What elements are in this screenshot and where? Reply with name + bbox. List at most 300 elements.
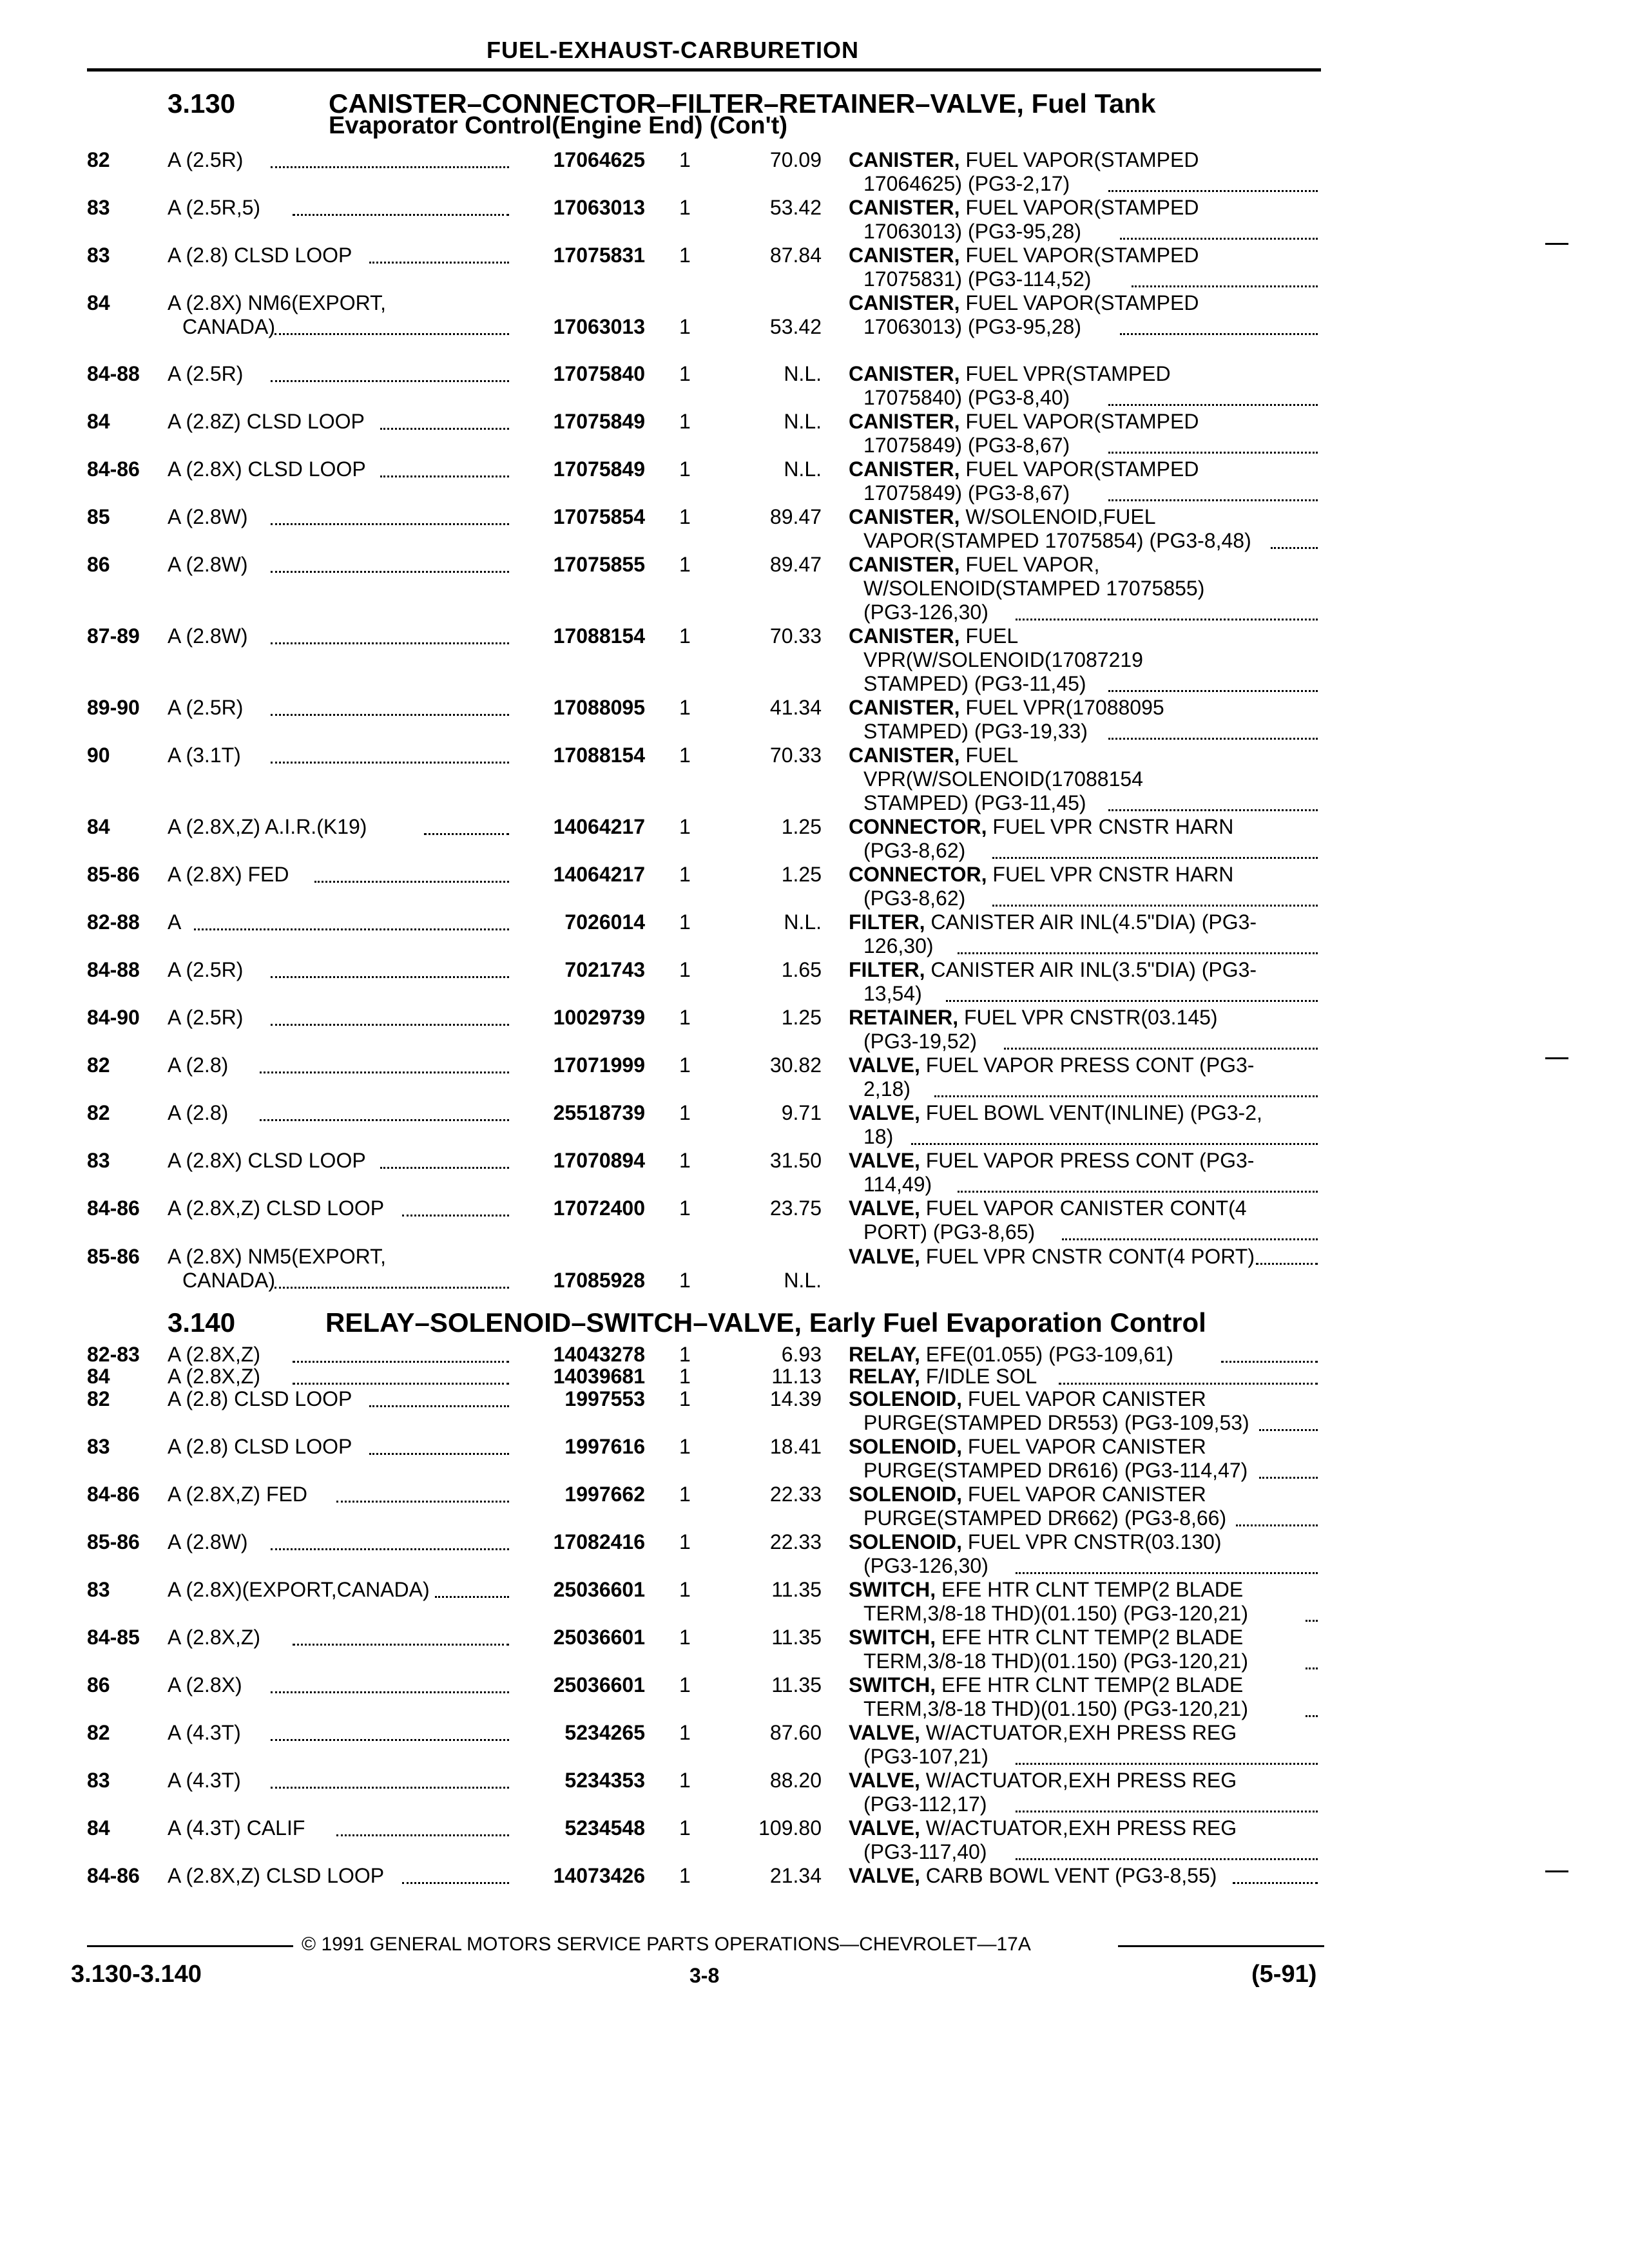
description [849, 1865, 1217, 1886]
leader-dots [314, 881, 509, 884]
leader-dots [369, 262, 509, 265]
application: A (2.8X,Z) A.I.R.(K19) [168, 815, 367, 838]
section-subtitle: Evaporator Control(Engine End) (Con't) [329, 112, 787, 139]
model-year: 84 [87, 1365, 110, 1388]
description-cont: PURGE(STAMPED DR553) (PG3-109,53) [863, 1411, 1249, 1434]
part-detail: CANISTER AIR INL(4.5"DIA) (PG3- [925, 910, 1257, 934]
model-year: 89-90 [87, 696, 140, 719]
part-name: RETAINER, [849, 1006, 959, 1029]
part-name: CANISTER, [849, 291, 960, 314]
application: A (2.8X,Z) FED [168, 1483, 307, 1506]
price: N.L. [784, 1269, 822, 1292]
description [849, 816, 1233, 837]
part-name: CANISTER, [849, 553, 960, 576]
part-detail: FUEL VAPOR(STAMPED [959, 291, 1199, 314]
part-name: VALVE, [849, 1769, 920, 1792]
description [849, 1389, 1206, 1409]
part-name: CANISTER, [849, 624, 960, 648]
application: A (2.8) CLSD LOOP [168, 244, 352, 267]
price: 1.25 [781, 863, 822, 886]
price: 109.80 [758, 1816, 822, 1840]
quantity: 1 [679, 244, 691, 267]
part-number: 17085928 [553, 1269, 645, 1292]
application: A (2.5R,5) [168, 196, 261, 219]
part-number: 25036601 [553, 1578, 645, 1601]
leader-dots [271, 1691, 509, 1695]
part-detail: FUEL [959, 624, 1019, 648]
description-cont: 17063013) (PG3-95,28) [863, 220, 1081, 243]
description [849, 1627, 1243, 1648]
part-number: 25518739 [553, 1101, 645, 1124]
part-name: VALVE, [849, 1053, 920, 1077]
description-cont: VPR(W/SOLENOID(17088154 [863, 767, 1143, 791]
part-number: 25036601 [553, 1673, 645, 1696]
quantity: 1 [679, 744, 691, 767]
application: A (3.1T) [168, 744, 241, 767]
leader-dots [435, 1596, 509, 1599]
quantity: 1 [679, 1196, 691, 1220]
description-cont: TERM,3/8-18 THD)(01.150) (PG3-120,21) [863, 1649, 1248, 1673]
leader-dots [336, 1834, 509, 1838]
model-year: 83 [87, 1769, 110, 1792]
leader-dots [336, 1501, 509, 1504]
footer-section-range: 3.130-3.140 [71, 1961, 202, 1988]
leader-dots [934, 1095, 1318, 1099]
leader-dots [1016, 619, 1318, 622]
part-number: 10029739 [553, 1006, 645, 1029]
part-detail: CANISTER AIR INL(3.5"DIA) (PG3- [925, 958, 1257, 981]
leader-dots [271, 642, 509, 646]
part-detail: F/IDLE SOL [920, 1365, 1037, 1388]
price: 23.75 [769, 1196, 822, 1220]
quantity: 1 [679, 1530, 691, 1553]
section-number: 3.130 [168, 88, 236, 119]
application: A (2.8X,Z) CLSD LOOP [168, 1196, 385, 1220]
description [849, 1532, 1222, 1552]
leader-dots [271, 166, 509, 169]
part-detail: FUEL VAPOR PRESS CONT (PG3- [920, 1053, 1255, 1077]
leader-dots [369, 1453, 509, 1456]
part-name: RELAY, [849, 1365, 920, 1388]
page-header-title: FUEL-EXHAUST-CARBURETION [487, 37, 859, 63]
quantity: 1 [679, 1483, 691, 1506]
description [849, 197, 1199, 218]
description [849, 1436, 1206, 1457]
leader-dots [380, 1167, 509, 1170]
model-year: 82 [87, 1387, 110, 1410]
application: A (2.8) CLSD LOOP [168, 1435, 352, 1458]
quantity: 1 [679, 624, 691, 648]
model-year: 83 [87, 1149, 110, 1172]
description [849, 1246, 1255, 1267]
part-name: VALVE, [849, 1101, 920, 1124]
part-number: 5234265 [564, 1721, 645, 1744]
leader-dots [275, 1287, 509, 1290]
section-title: CANISTER–CONNECTOR–FILTER–RETAINER–VALVE, Fuel Tank [329, 88, 1156, 119]
model-year: 84 [87, 815, 110, 838]
application: A (2.8W) [168, 624, 248, 648]
part-number: 14073426 [553, 1864, 645, 1887]
leader-dots [1256, 1263, 1318, 1266]
leader-dots [1108, 809, 1318, 812]
application: A (2.8W) [168, 1530, 248, 1553]
leader-dots [380, 476, 509, 479]
quantity: 1 [679, 505, 691, 528]
part-number: 17063013 [553, 315, 645, 338]
part-name: SOLENOID, [849, 1483, 963, 1506]
quantity: 1 [679, 1816, 691, 1840]
description-cont: 17075849) (PG3-8,67) [863, 434, 1070, 457]
part-number: 1997616 [564, 1435, 645, 1458]
part-number: 17071999 [553, 1053, 645, 1077]
leader-dots [1108, 499, 1318, 503]
description-cont: 17063013) (PG3-95,28) [863, 315, 1081, 338]
part-number: 17075849 [553, 457, 645, 481]
description-cont: PURGE(STAMPED DR662) (PG3-8,66) [863, 1506, 1227, 1530]
part-name: VALVE, [849, 1721, 920, 1744]
leader-dots [1062, 1238, 1318, 1242]
part-name: SWITCH, [849, 1626, 936, 1649]
part-name: FILTER, [849, 958, 925, 981]
description-cont: 17075840) (PG3-8,40) [863, 386, 1070, 409]
model-year: 85-86 [87, 1530, 140, 1553]
part-name: CANISTER, [849, 148, 960, 171]
leader-dots [1259, 1477, 1318, 1480]
part-name: CONNECTOR, [849, 815, 987, 838]
model-year: 82 [87, 1053, 110, 1077]
leader-dots [293, 1383, 509, 1386]
part-detail: FUEL BOWL VENT(INLINE) (PG3-2, [920, 1101, 1262, 1124]
quantity: 1 [679, 1365, 691, 1388]
part-detail: EFE(01.055) (PG3-109,61) [920, 1343, 1173, 1366]
leader-dots [1259, 1429, 1318, 1432]
application: A [168, 910, 182, 934]
application: A (2.8X) [168, 1673, 242, 1696]
part-detail: FUEL VAPOR(STAMPED [959, 148, 1199, 171]
part-detail: FUEL VAPOR(STAMPED [959, 196, 1199, 219]
part-detail: FUEL VPR(STAMPED [959, 362, 1171, 385]
part-name: SWITCH, [849, 1578, 936, 1601]
quantity: 1 [679, 362, 691, 385]
quantity: 1 [679, 863, 691, 886]
leader-dots [1221, 1361, 1318, 1364]
application: A (2.8) [168, 1101, 229, 1124]
description [849, 293, 1199, 313]
description-cont: VPR(W/SOLENOID(17087219 [863, 648, 1143, 671]
quantity: 1 [679, 1387, 691, 1410]
application: A (2.8W) [168, 553, 248, 576]
price: 14.39 [769, 1387, 822, 1410]
quantity: 1 [679, 1435, 691, 1458]
description [849, 1198, 1247, 1218]
price: 11.35 [771, 1673, 822, 1696]
part-detail: FUEL VAPOR CANISTER [962, 1387, 1206, 1410]
application: A (4.3T) [168, 1721, 241, 1744]
part-detail: FUEL VAPOR(STAMPED [959, 244, 1199, 267]
quantity: 1 [679, 1269, 691, 1292]
model-year: 83 [87, 196, 110, 219]
part-number: 17088154 [553, 744, 645, 767]
leader-dots [271, 380, 509, 383]
part-number: 17075831 [553, 244, 645, 267]
part-detail: EFE HTR CLNT TEMP(2 BLADE [936, 1626, 1244, 1649]
application: A (2.8X) NM6(EXPORT, [168, 291, 387, 314]
application: A (2.8W) [168, 505, 248, 528]
leader-dots [424, 833, 509, 836]
description-cont: STAMPED) (PG3-11,45) [863, 672, 1086, 695]
quantity: 1 [679, 196, 691, 219]
part-number: 17082416 [553, 1530, 645, 1553]
quantity: 1 [679, 315, 691, 338]
description [849, 1722, 1237, 1743]
part-name: SOLENOID, [849, 1435, 963, 1458]
description-cont: 114,49) [863, 1173, 932, 1196]
part-number: 17088095 [553, 696, 645, 719]
quantity: 1 [679, 1769, 691, 1792]
leader-dots [1016, 1811, 1318, 1814]
part-number: 14064217 [553, 815, 645, 838]
application: A (2.8) CLSD LOOP [168, 1387, 352, 1410]
description [849, 697, 1164, 718]
description [849, 1150, 1254, 1171]
model-year: 85-86 [87, 863, 140, 886]
description-cont: (PG3-8,62) [863, 887, 966, 910]
quantity: 1 [679, 410, 691, 433]
leader-dots [1016, 1763, 1318, 1766]
quantity: 1 [679, 553, 691, 576]
leader-dots [1108, 738, 1318, 741]
price: 11.35 [771, 1578, 822, 1601]
leader-dots [271, 1787, 509, 1790]
description [849, 363, 1171, 384]
part-number: 17063013 [553, 196, 645, 219]
description-cont: 17064625) (PG3-2,17) [863, 172, 1070, 195]
quantity: 1 [679, 1343, 691, 1366]
footer-rule-left [87, 1945, 293, 1947]
description [849, 745, 1018, 765]
leader-dots [271, 1548, 509, 1552]
part-name: CANISTER, [849, 362, 960, 385]
description [849, 1818, 1237, 1838]
description [849, 554, 1099, 575]
price: 41.34 [769, 696, 822, 719]
description-cont: PURGE(STAMPED DR616) (PG3-114,47) [863, 1459, 1248, 1482]
leader-dots [271, 976, 509, 979]
description [849, 1579, 1243, 1600]
price: 87.60 [769, 1721, 822, 1744]
description-cont: (PG3-126,30) [863, 601, 988, 624]
leader-dots [1306, 1667, 1318, 1671]
model-year: 85-86 [87, 1245, 140, 1268]
description-cont: STAMPED) (PG3-11,45) [863, 791, 1086, 814]
part-detail: FUEL VAPOR CANISTER CONT(4 [920, 1196, 1247, 1220]
model-year: 84-86 [87, 1196, 140, 1220]
model-year: 83 [87, 1435, 110, 1458]
application: A (2.8X)(EXPORT,CANADA) [168, 1578, 430, 1601]
part-number: 5234548 [564, 1816, 645, 1840]
description-cont: VAPOR(STAMPED 17075854) (PG3-8,48) [863, 529, 1251, 552]
part-name: CANISTER, [849, 457, 960, 481]
part-detail: CARB BOWL VENT (PG3-8,55) [920, 1864, 1217, 1887]
part-detail: W/ACTUATOR,EXH PRESS REG [920, 1816, 1237, 1840]
leader-dots [293, 1644, 509, 1647]
leader-dots [1016, 1572, 1318, 1575]
leader-dots [271, 1024, 509, 1027]
price: 1.65 [781, 958, 822, 981]
model-year: 85 [87, 505, 110, 528]
model-year: 84 [87, 291, 110, 314]
part-name: CANISTER, [849, 196, 960, 219]
description-cont: PORT) (PG3-8,65) [863, 1220, 1036, 1244]
description [849, 1675, 1243, 1695]
model-year: 87-89 [87, 624, 140, 648]
leader-dots [992, 905, 1318, 908]
description-cont: TERM,3/8-18 THD)(01.150) (PG3-120,21) [863, 1602, 1248, 1625]
price: N.L. [784, 362, 822, 385]
description [849, 1366, 1037, 1387]
part-name: CANISTER, [849, 410, 960, 433]
price: 31.50 [769, 1149, 822, 1172]
part-name: VALVE, [849, 1816, 920, 1840]
quantity: 1 [679, 1626, 691, 1649]
price: 30.82 [769, 1053, 822, 1077]
description-cont: W/SOLENOID(STAMPED 17075855) [863, 577, 1205, 600]
description-cont: (PG3-8,62) [863, 839, 966, 862]
description-cont: 126,30) [863, 934, 934, 957]
price: 70.33 [769, 744, 822, 767]
price: N.L. [784, 910, 822, 934]
model-year: 84-90 [87, 1006, 140, 1029]
leader-dots [1306, 1715, 1318, 1718]
application: A (2.8X,Z) CLSD LOOP [168, 1864, 385, 1887]
price: 87.84 [769, 244, 822, 267]
description-cont: TERM,3/8-18 THD)(01.150) (PG3-120,21) [863, 1697, 1248, 1720]
part-number: 17075855 [553, 553, 645, 576]
price: 11.13 [771, 1365, 822, 1388]
model-year: 84 [87, 1816, 110, 1840]
application: A (2.5R) [168, 362, 244, 385]
part-detail: W/ACTUATOR,EXH PRESS REG [920, 1721, 1237, 1744]
part-number: 1997553 [564, 1387, 645, 1410]
application: A (4.3T) [168, 1769, 241, 1792]
application: A (2.5R) [168, 148, 244, 171]
description-cont: 17075849) (PG3-8,67) [863, 481, 1070, 505]
part-detail: FUEL VAPOR, [959, 553, 1100, 576]
application: A (2.5R) [168, 958, 244, 981]
leader-dots [1108, 404, 1318, 407]
part-detail: FUEL VPR CNSTR(03.130) [962, 1530, 1222, 1553]
price: 1.25 [781, 815, 822, 838]
part-detail: EFE HTR CLNT TEMP(2 BLADE [936, 1673, 1244, 1696]
application-cont: CANADA) [182, 315, 276, 338]
quantity: 1 [679, 1006, 691, 1029]
part-detail: FUEL VAPOR(STAMPED [959, 410, 1199, 433]
price: 18.41 [769, 1435, 822, 1458]
leader-dots [402, 1215, 509, 1218]
part-detail: FUEL VPR CNSTR HARN [987, 815, 1234, 838]
model-year: 86 [87, 553, 110, 576]
part-number: 17075840 [553, 362, 645, 385]
part-name: SOLENOID, [849, 1387, 963, 1410]
part-name: FILTER, [849, 910, 925, 934]
leader-dots [380, 428, 509, 431]
leader-dots [402, 1882, 509, 1885]
description-cont: (PG3-126,30) [863, 1554, 988, 1577]
leader-dots [1120, 333, 1318, 336]
part-number: 14043278 [553, 1343, 645, 1366]
description-cont: (PG3-117,40) [863, 1840, 987, 1863]
quantity: 1 [679, 1101, 691, 1124]
footer-page-number: 3-8 [689, 1964, 720, 1987]
model-year: 84-85 [87, 1626, 140, 1649]
price: 11.35 [771, 1626, 822, 1649]
description-cont: (PG3-19,52) [863, 1030, 978, 1053]
part-name: SOLENOID, [849, 1530, 963, 1553]
part-name: VALVE, [849, 1864, 920, 1887]
leader-dots [1271, 547, 1318, 550]
part-number: 14064217 [553, 863, 645, 886]
application: A (2.8X) FED [168, 863, 289, 886]
price: 89.47 [769, 505, 822, 528]
description [849, 1007, 1218, 1028]
part-detail: W/SOLENOID,FUEL [959, 505, 1156, 528]
description-cont: 13,54) [863, 982, 922, 1005]
description [849, 626, 1018, 646]
price: 22.33 [769, 1530, 822, 1553]
part-number: 17072400 [553, 1196, 645, 1220]
leader-dots [1120, 238, 1318, 241]
part-number: 17064625 [553, 148, 645, 171]
part-name: CANISTER, [849, 696, 960, 719]
application: A (4.3T) CALIF [168, 1816, 305, 1840]
part-number: 7021743 [564, 958, 645, 981]
part-detail: FUEL [959, 744, 1019, 767]
margin-mark [1545, 243, 1568, 245]
leader-dots [1016, 1858, 1318, 1861]
leader-dots [293, 214, 509, 217]
price: 53.42 [769, 196, 822, 219]
quantity: 1 [679, 1053, 691, 1077]
description [849, 1484, 1206, 1504]
description [849, 1770, 1237, 1791]
price: 88.20 [769, 1769, 822, 1792]
description-cont: 2,18) [863, 1077, 911, 1100]
model-year: 82-88 [87, 910, 140, 934]
price: 1.25 [781, 1006, 822, 1029]
part-detail: EFE HTR CLNT TEMP(2 BLADE [936, 1578, 1244, 1601]
model-year: 82 [87, 148, 110, 171]
part-name: CONNECTOR, [849, 863, 987, 886]
description [849, 959, 1257, 980]
leader-dots [271, 714, 509, 717]
header-rule [87, 68, 1321, 72]
leader-dots [1004, 1048, 1318, 1051]
leader-dots [958, 1191, 1318, 1194]
description-cont: STAMPED) (PG3-19,33) [863, 720, 1088, 743]
leader-dots [369, 1405, 509, 1408]
quantity: 1 [679, 1578, 691, 1601]
price: N.L. [784, 457, 822, 481]
part-number: 17075849 [553, 410, 645, 433]
leader-dots [1059, 1383, 1318, 1386]
model-year: 84-86 [87, 1483, 140, 1506]
part-detail: FUEL VPR CNSTR HARN [987, 863, 1234, 886]
leader-dots [293, 1361, 509, 1364]
part-name: SWITCH, [849, 1673, 936, 1696]
application: A (2.8X) CLSD LOOP [168, 1149, 366, 1172]
quantity: 1 [679, 1149, 691, 1172]
model-year: 86 [87, 1673, 110, 1696]
